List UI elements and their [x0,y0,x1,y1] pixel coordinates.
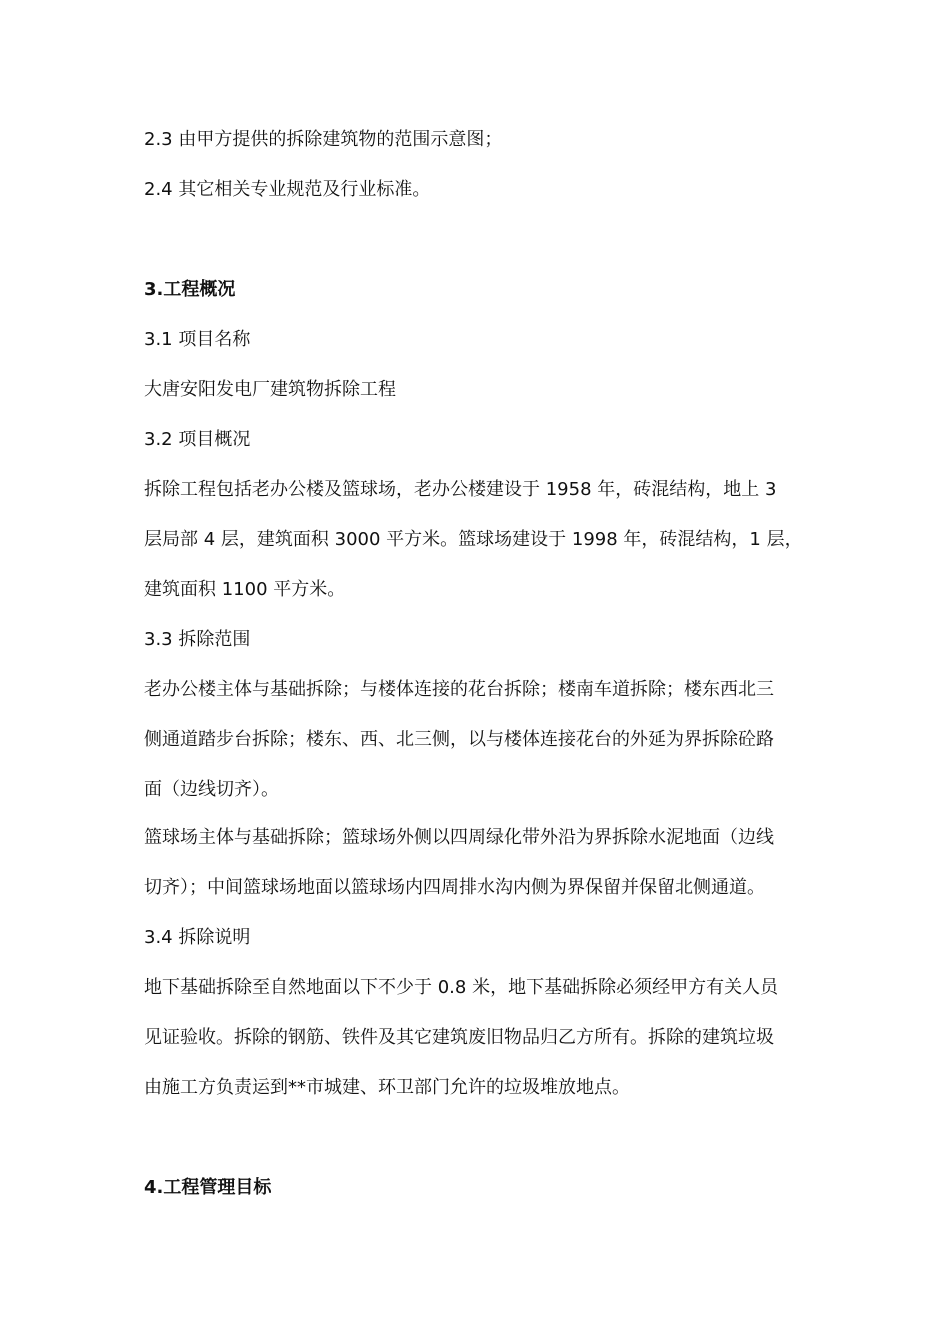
notes-line-3: 由施工方负责运到**市城建、环卫部门允许的垃圾堆放地点。 [144,1077,630,1098]
scope-p2-line-2: 切齐）；中间篮球场地面以篮球场内四周排水沟内侧为界保留并保留北侧通道。 [144,877,765,898]
item-2-4: 2.4 其它相关专业规范及行业标准。 [144,179,431,200]
project-name: 大唐安阳发电厂建筑物拆除工程 [144,379,396,400]
overview-line-3: 建筑面积 1100 平方米。 [144,579,346,600]
scope-p1-line-2: 侧通道踏步台拆除；楼东、西、北三侧，以与楼体连接花台的外延为界拆除砼路 [144,729,774,750]
section-3-4-title: 3.4 拆除说明 [144,927,251,948]
notes-line-1: 地下基础拆除至自然地面以下不少于 0.8 米，地下基础拆除必须经甲方有关人员 [144,977,779,998]
section-3-2-title: 3.2 项目概况 [144,429,251,450]
section-3-3-title: 3.3 拆除范围 [144,629,251,650]
scope-p2-line-1: 篮球场主体与基础拆除；篮球场外侧以四周绿化带外沿为界拆除水泥地面（边线 [144,827,774,848]
scope-p1-line-1: 老办公楼主体与基础拆除；与楼体连接的花台拆除；楼南车道拆除；楼东西北三 [144,679,774,700]
item-2-3: 2.3 由甲方提供的拆除建筑物的范围示意图； [144,129,503,150]
section-3-heading: 3.工程概况 [144,279,236,300]
section-3-1-title: 3.1 项目名称 [144,329,251,350]
section-4-heading: 4.工程管理目标 [144,1177,272,1198]
notes-line-2: 见证验收。拆除的钢筋、铁件及其它建筑废旧物品归乙方所有。拆除的建筑垃圾 [144,1027,774,1048]
overview-line-2: 层局部 4 层，建筑面积 3000 平方米。篮球场建设于 1998 年，砖混结构，1 层， [144,529,803,550]
scope-p1-line-3: 面（边线切齐）。 [144,779,279,800]
overview-line-1: 拆除工程包括老办公楼及篮球场，老办公楼建设于 1958 年，砖混结构，地上 3 [144,479,777,500]
